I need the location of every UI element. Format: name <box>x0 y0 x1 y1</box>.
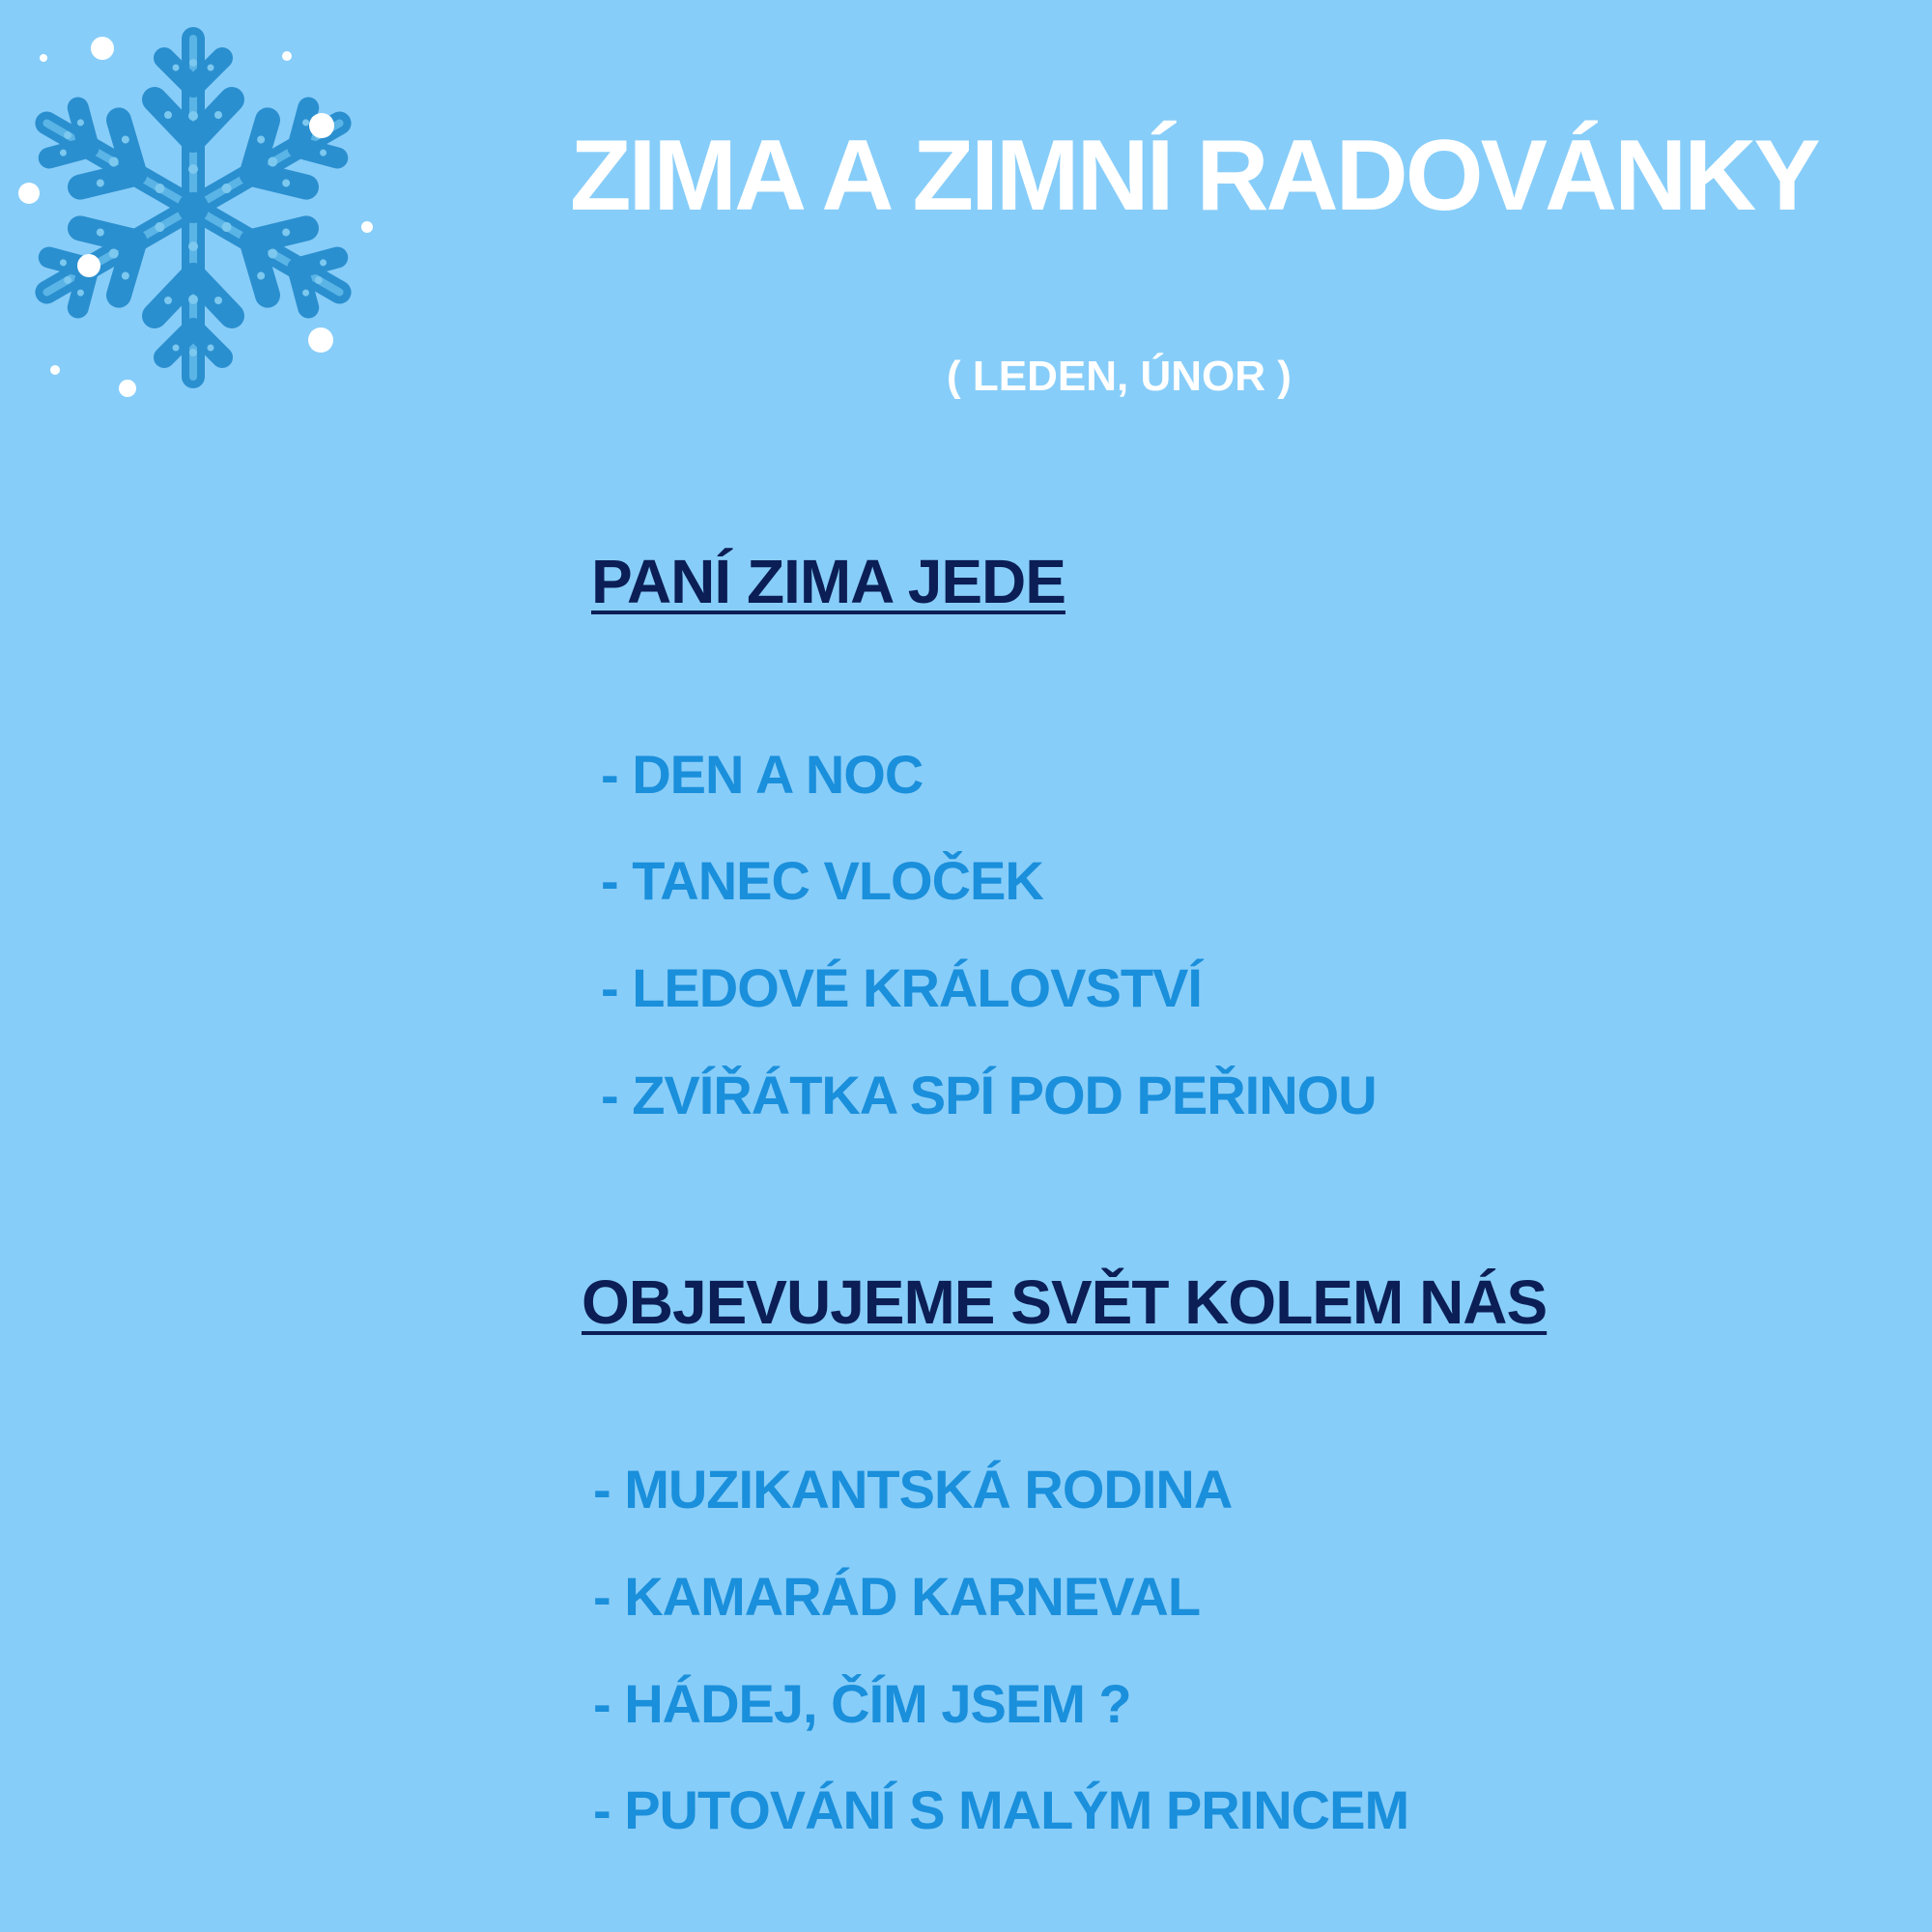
page-title: ZIMA A ZIMNÍ RADOVÁNKY <box>570 120 1818 232</box>
page-subtitle: ( LEDEN, ÚNOR ) <box>947 353 1292 400</box>
list-item: - TANEC VLOČEK <box>601 850 1043 911</box>
list-item: - ZVÍŘÁTKA SPÍ POD PEŘINOU <box>601 1065 1377 1125</box>
snowflake-icon <box>0 0 386 406</box>
list-item: - DEN A NOC <box>601 744 923 805</box>
list-item: - KAMARÁD KARNEVAL <box>593 1566 1201 1627</box>
list-item: - HÁDEJ, ČÍM JSEM ? <box>593 1673 1131 1734</box>
list-item: - PUTOVÁNÍ S MALÝM PRINCEM <box>593 1779 1409 1840</box>
list-item: - MUZIKANTSKÁ RODINA <box>593 1459 1233 1520</box>
section-heading-pani-zima: PANÍ ZIMA JEDE <box>591 547 1065 616</box>
list-item: - LEDOVÉ KRÁLOVSTVÍ <box>601 957 1202 1018</box>
section-heading-objevujeme: OBJEVUJEME SVĚT KOLEM NÁS <box>582 1267 1548 1337</box>
